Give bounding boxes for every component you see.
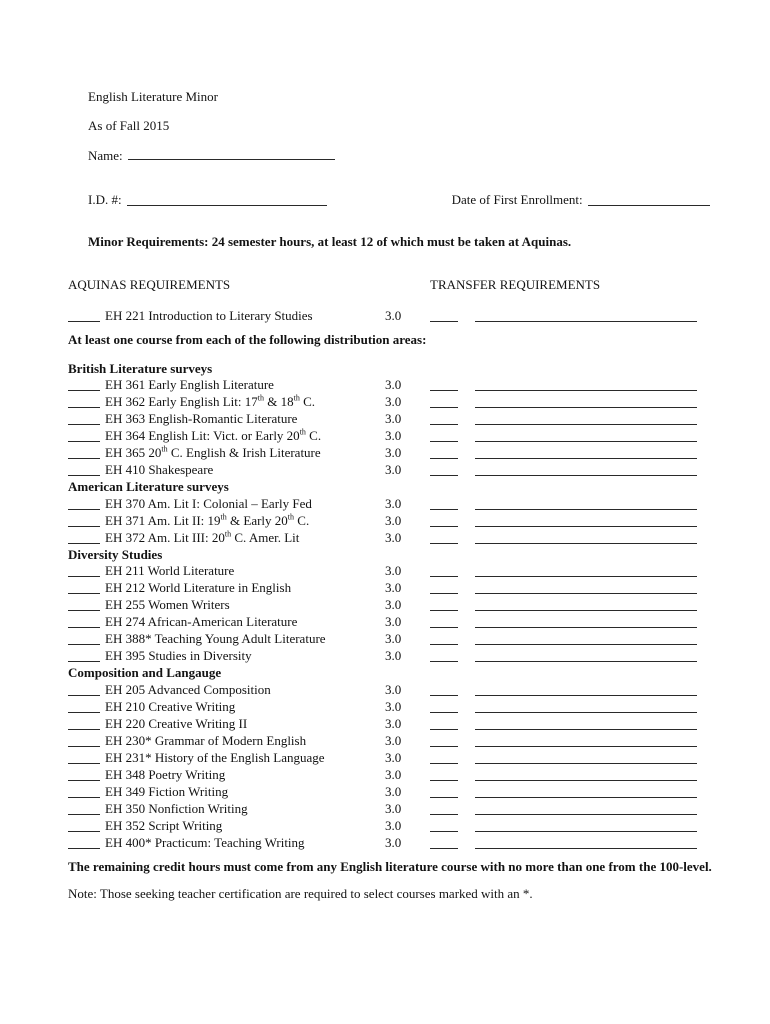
- course-row: [68, 411, 770, 428]
- course-credit: 3.0: [385, 462, 402, 477]
- course-label: EH 370 Am. Lit I: Colonial – Early Fed: [105, 495, 312, 511]
- course-row: [68, 682, 770, 699]
- transfer-course-line[interactable]: [475, 462, 697, 476]
- course-label: EH 220 Creative Writing II: [105, 715, 248, 731]
- course-label: EH 352 Script Writing: [105, 817, 223, 833]
- transfer-check-line[interactable]: [430, 648, 458, 662]
- transfer-course-line[interactable]: [475, 750, 697, 764]
- course-row: [68, 784, 770, 801]
- transfer-course-line[interactable]: [475, 513, 697, 527]
- transfer-check-line[interactable]: [430, 462, 458, 476]
- transfer-course-line[interactable]: [475, 784, 697, 798]
- transfer-check-line[interactable]: [430, 699, 458, 713]
- transfer-check-line[interactable]: [430, 784, 458, 798]
- course-row: [68, 614, 770, 631]
- transfer-course-line[interactable]: [475, 308, 697, 322]
- transfer-check-line[interactable]: [430, 818, 458, 832]
- course-row: [68, 767, 770, 784]
- course-section: [0, 479, 770, 547]
- course-label: EH 364 English Lit: Vict. or Early 20th C.: [105, 428, 322, 443]
- transfer-check-line[interactable]: [430, 496, 458, 510]
- course-section: [0, 361, 770, 480]
- id-row: [88, 192, 770, 209]
- transfer-course-line[interactable]: [475, 428, 697, 442]
- transfer-check-line[interactable]: [430, 377, 458, 391]
- course-row: [68, 835, 770, 852]
- transfer-course-line[interactable]: [475, 411, 697, 425]
- course-label: EH 350 Nonfiction Writing: [105, 800, 248, 816]
- transfer-course-line[interactable]: [475, 597, 697, 611]
- section-heading: Diversity Studies: [68, 546, 163, 562]
- course-row: [68, 428, 770, 445]
- course-credit: 3.0: [385, 631, 402, 646]
- minor-requirements-note: Minor Requirements: 24 semester hours, at least 12 of which must be taken at Aquinas.: [88, 234, 572, 249]
- transfer-course-line[interactable]: [475, 580, 697, 594]
- course-row: [68, 496, 770, 513]
- course-label: EH 395 Studies in Diversity: [105, 648, 252, 663]
- aquinas-check-line[interactable]: [68, 377, 100, 391]
- enrollment-label: Date of First Enrollment:: [451, 191, 583, 207]
- transfer-course-line[interactable]: [475, 648, 697, 662]
- aquinas-check-line[interactable]: [68, 445, 100, 459]
- course-row: [68, 801, 770, 818]
- course-row: [68, 580, 770, 597]
- as-of-date: As of Fall 2015: [88, 117, 170, 133]
- aquinas-check-line[interactable]: [68, 648, 100, 662]
- transfer-check-line[interactable]: [430, 597, 458, 611]
- course-credit: 3.0: [385, 445, 402, 460]
- transfer-check-line[interactable]: [430, 411, 458, 425]
- course-row: [68, 631, 770, 648]
- transfer-check-line[interactable]: [430, 308, 458, 322]
- aquinas-check-line[interactable]: [68, 513, 100, 527]
- course-credit: 3.0: [385, 681, 402, 697]
- aquinas-check-line[interactable]: [68, 699, 100, 713]
- aquinas-check-line[interactable]: [68, 530, 100, 544]
- course-credit: 3.0: [385, 614, 402, 629]
- transfer-course-line[interactable]: [475, 801, 697, 815]
- transfer-course-line[interactable]: [475, 445, 697, 459]
- course-label: EH 348 Poetry Writing: [105, 766, 226, 782]
- course-label: EH 361 Early English Literature: [105, 377, 274, 392]
- transfer-course-line[interactable]: [475, 767, 697, 781]
- aquinas-check-line[interactable]: [68, 462, 100, 476]
- transfer-course-line[interactable]: [475, 699, 697, 713]
- aquinas-check-line[interactable]: [68, 818, 100, 832]
- aquinas-check-line[interactable]: [68, 496, 100, 510]
- transfer-check-line[interactable]: [430, 801, 458, 815]
- course-credit: 3.0: [385, 428, 402, 443]
- transfer-course-line[interactable]: [475, 716, 697, 730]
- course-row: [68, 563, 770, 580]
- course-credit: 3.0: [385, 834, 402, 850]
- course-label: EH 210 Creative Writing: [105, 698, 236, 714]
- aquinas-check-line[interactable]: [68, 580, 100, 594]
- course-row: [68, 716, 770, 733]
- course-credit: 3.0: [385, 783, 402, 799]
- transfer-check-line[interactable]: [430, 614, 458, 628]
- id-label: I.D. #:: [88, 191, 122, 207]
- course-credit: 3.0: [385, 512, 402, 528]
- distribution-note: At least one course from each of the following distribution areas:: [68, 332, 427, 347]
- course-row: [68, 699, 770, 716]
- course-credit: 3.0: [385, 377, 402, 392]
- transfer-check-line[interactable]: [430, 750, 458, 764]
- aquinas-check-line[interactable]: [68, 394, 100, 408]
- course-row: [68, 513, 770, 530]
- course-row: [68, 750, 770, 767]
- course-row: [68, 462, 770, 479]
- course-credit: 3.0: [385, 580, 402, 595]
- aquinas-check-line[interactable]: [68, 411, 100, 425]
- name-label: Name:: [88, 148, 123, 163]
- course-row: [68, 530, 770, 547]
- course-credit: 3.0: [385, 529, 402, 545]
- course-label: EH 363 English-Romantic Literature: [105, 411, 298, 426]
- transfer-check-line[interactable]: [430, 733, 458, 747]
- transfer-course-line[interactable]: [475, 835, 697, 849]
- page-title: English Literature Minor: [88, 89, 218, 104]
- name-row: [88, 146, 770, 165]
- course-credit: 3.0: [385, 411, 402, 426]
- section-heading: American Literature surveys: [68, 479, 229, 494]
- course-credit: 3.0: [385, 597, 402, 612]
- transfer-course-line[interactable]: [475, 530, 697, 544]
- transfer-check-line[interactable]: [430, 580, 458, 594]
- course-credit: 3.0: [385, 800, 402, 816]
- transfer-check-line[interactable]: [430, 530, 458, 544]
- transfer-course-line[interactable]: [475, 614, 697, 628]
- section-rows: [0, 682, 770, 852]
- course-credit: 3.0: [385, 394, 402, 409]
- aquinas-check-line[interactable]: [68, 614, 100, 628]
- aquinas-check-line[interactable]: [68, 563, 100, 577]
- id-input-line[interactable]: [127, 192, 327, 206]
- transfer-check-line[interactable]: [430, 716, 458, 730]
- aquinas-check-line[interactable]: [68, 428, 100, 442]
- course-credit: 3.0: [385, 732, 402, 748]
- transfer-check-line[interactable]: [430, 445, 458, 459]
- course-label: EH 212 World Literature in English: [105, 580, 292, 595]
- course-label: EH 372 Am. Lit III: 20th C. Amer. Lit: [105, 529, 300, 545]
- course-label: EH 211 World Literature: [105, 563, 235, 578]
- transfer-check-line[interactable]: [430, 835, 458, 849]
- course-credit: 3.0: [385, 698, 402, 714]
- transfer-check-line[interactable]: [430, 394, 458, 408]
- course-section: [0, 665, 770, 852]
- course-credit: 3.0: [385, 648, 402, 663]
- course-row: [68, 733, 770, 750]
- course-row: [68, 597, 770, 614]
- section-rows: [0, 496, 770, 547]
- aquinas-check-line[interactable]: [68, 733, 100, 747]
- enrollment-input-line[interactable]: [588, 192, 710, 206]
- transfer-check-line[interactable]: [430, 682, 458, 696]
- course-row: [68, 648, 770, 665]
- transfer-course-line[interactable]: [475, 818, 697, 832]
- course-label: EH 400* Practicum: Teaching Writing: [105, 834, 305, 850]
- transfer-course-line[interactable]: [475, 377, 697, 391]
- name-input-line[interactable]: [128, 146, 335, 160]
- course-credit: 3.0: [385, 563, 402, 578]
- course-label: EH 221 Introduction to Literary Studies: [105, 308, 313, 323]
- course-label: EH 205 Advanced Composition: [105, 681, 271, 697]
- course-credit: 3.0: [385, 749, 402, 765]
- aquinas-check-line[interactable]: [68, 750, 100, 764]
- aquinas-check-line[interactable]: [68, 835, 100, 849]
- section-rows: [0, 563, 770, 665]
- course-row: [68, 394, 770, 411]
- transfer-check-line[interactable]: [430, 563, 458, 577]
- transfer-course-line[interactable]: [475, 563, 697, 577]
- aquinas-check-line[interactable]: [68, 767, 100, 781]
- form-header: [88, 89, 770, 208]
- certification-note: Note: Those seeking teacher certification are required to select courses marked with an *.: [68, 885, 533, 901]
- course-credit: 3.0: [385, 766, 402, 782]
- course-section: [0, 547, 770, 666]
- section-heading: British Literature surveys: [68, 360, 213, 376]
- course-row: [68, 818, 770, 835]
- course-label: EH 365 20th C. English & Irish Literature: [105, 445, 321, 460]
- course-label: EH 349 Fiction Writing: [105, 783, 229, 799]
- aquinas-check-line[interactable]: [68, 682, 100, 696]
- course-row: [68, 377, 770, 394]
- course-credit: 3.0: [385, 715, 402, 731]
- course-row: [68, 445, 770, 462]
- course-label: EH 410 Shakespeare: [105, 462, 214, 477]
- transfer-check-line[interactable]: [430, 631, 458, 645]
- aquinas-check-line[interactable]: [68, 631, 100, 645]
- aquinas-check-line[interactable]: [68, 597, 100, 611]
- transfer-course-line[interactable]: [475, 733, 697, 747]
- aquinas-check-line[interactable]: [68, 784, 100, 798]
- course-label: EH 362 Early English Lit: 17th & 18th C.: [105, 394, 315, 409]
- section-rows: [0, 377, 770, 479]
- transfer-course-line[interactable]: [475, 394, 697, 408]
- transfer-course-line[interactable]: [475, 682, 697, 696]
- columns-header: [68, 277, 770, 294]
- course-label: EH 255 Women Writers: [105, 597, 230, 612]
- course-label: EH 274 African-American Literature: [105, 614, 298, 629]
- course-credit: 3.0: [385, 308, 402, 323]
- course-credit: 3.0: [385, 495, 402, 511]
- course-label: EH 230* Grammar of Modern English: [105, 732, 307, 748]
- aquinas-check-line[interactable]: [68, 308, 100, 322]
- transfer-requirements-header: TRANSFER REQUIREMENTS: [430, 276, 601, 292]
- aquinas-check-line[interactable]: [68, 716, 100, 730]
- aquinas-check-line[interactable]: [68, 801, 100, 815]
- transfer-check-line[interactable]: [430, 513, 458, 527]
- course-label: EH 371 Am. Lit II: 19th & Early 20th C.: [105, 512, 310, 528]
- transfer-check-line[interactable]: [430, 428, 458, 442]
- aquinas-requirements-header: AQUINAS REQUIREMENTS: [68, 276, 231, 292]
- course-sections: [0, 361, 770, 852]
- course-row: [68, 308, 770, 325]
- course-label: EH 231* History of the English Language: [105, 749, 325, 765]
- course-label: EH 388* Teaching Young Adult Literature: [105, 631, 326, 646]
- course-credit: 3.0: [385, 817, 402, 833]
- transfer-check-line[interactable]: [430, 767, 458, 781]
- transfer-course-line[interactable]: [475, 496, 697, 510]
- section-heading: Composition and Langauge: [68, 665, 222, 680]
- remaining-credits-note: The remaining credit hours must come from any English literature course with no more than one from the 100-level.: [68, 858, 712, 874]
- transfer-course-line[interactable]: [475, 631, 697, 645]
